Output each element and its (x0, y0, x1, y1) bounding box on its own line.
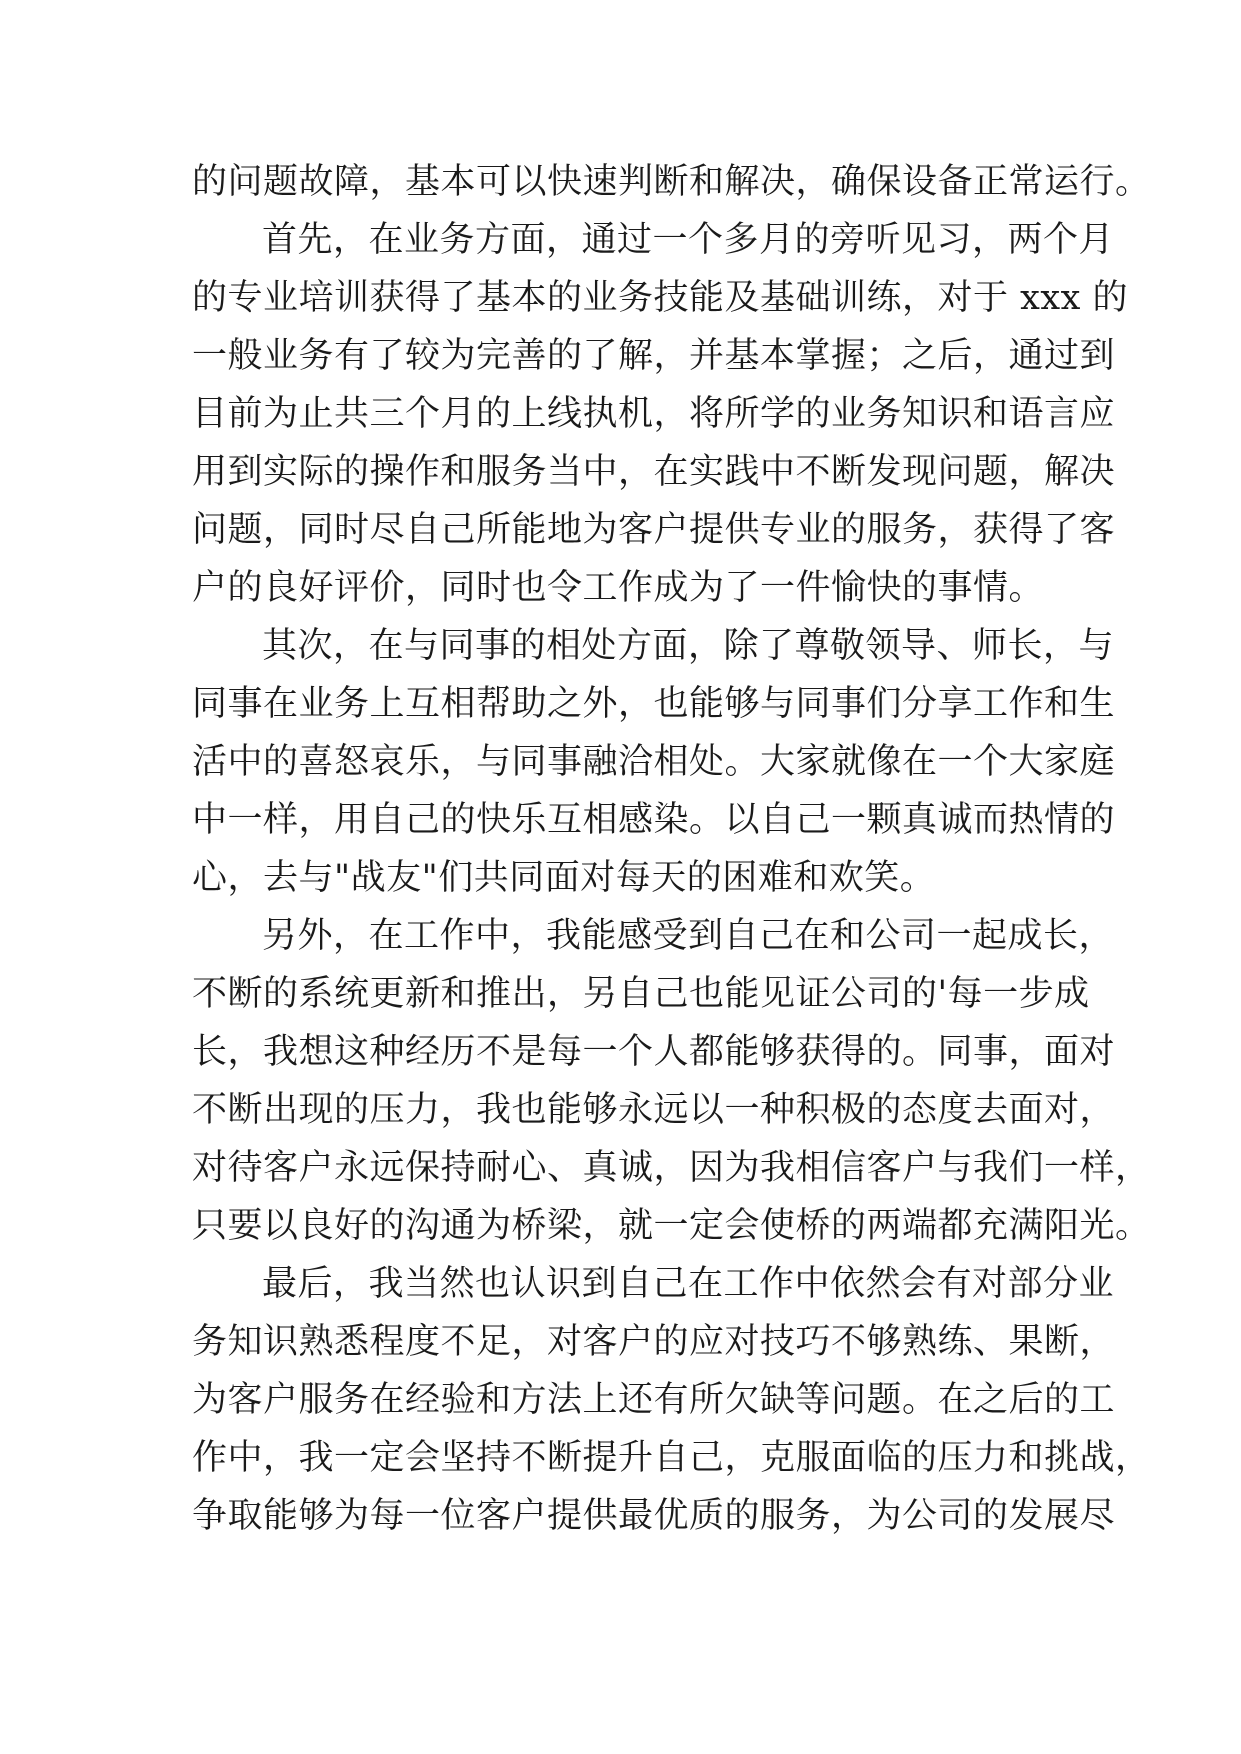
paragraph-first-line: 首先，在业务方面，通过一个多月的旁听见习，两个月 (262, 220, 1115, 260)
text-line: 中一样，用自己的快乐互相感染。以自己一颗真诚而热情的 (192, 800, 1116, 840)
paragraph-first-line: 最后，我当然也认识到自己在工作中依然会有对部分业 (262, 1264, 1115, 1304)
text-line: 务知识熟悉程度不足，对客户的应对技巧不够熟练、果断， (192, 1322, 1116, 1362)
text-line: 同事在业务上互相帮助之外，也能够与同事们分享工作和生 (192, 684, 1116, 724)
text-line: 的问题故障，基本可以快速判断和解决，确保设备正常运行。 (192, 162, 1151, 202)
body-text (192, 153, 1151, 1545)
text-line: 为客户服务在经验和方法上还有所欠缺等问题。在之后的工 (192, 1380, 1116, 1420)
paragraph-first-line: 其次，在与同事的相处方面，除了尊敬领导、师长，与 (262, 626, 1115, 666)
text-line: 不断出现的压力，我也能够永远以一种积极的态度去面对， (192, 1090, 1116, 1130)
text-line: 长，我想这种经历不是每一个人都能够获得的。同事，面对 (192, 1032, 1116, 1072)
text-line: 不断的系统更新和推出，另自己也能见证公司的'每一步成 (192, 974, 1090, 1014)
text-line: 活中的喜怒哀乐，与同事融洽相处。大家就像在一个大家庭 (192, 742, 1116, 782)
text-line: 问题，同时尽自己所能地为客户提供专业的服务，获得了客 (192, 510, 1116, 550)
text-line: 对待客户永远保持耐心、真诚，因为我相信客户与我们一样， (192, 1148, 1151, 1188)
paragraph-first-line: 另外，在工作中，我能感受到自己在和公司一起成长， (262, 916, 1115, 956)
text-line: 户的良好评价，同时也令工作成为了一件愉快的事情。 (192, 568, 1045, 608)
text-line: 用到实际的操作和服务当中，在实践中不断发现问题，解决 (192, 452, 1116, 492)
text-line: 争取能够为每一位客户提供最优质的服务，为公司的发展尽 (192, 1496, 1116, 1536)
text-line: 只要以良好的沟通为桥梁，就一定会使桥的两端都充满阳光。 (192, 1206, 1151, 1246)
text-line: 目前为止共三个月的上线执机，将所学的业务知识和语言应 (192, 394, 1116, 434)
text-line: 作中，我一定会坚持不断提升自己，克服面临的压力和挑战， (192, 1438, 1151, 1478)
text-line: 的专业培训获得了基本的业务技能及基础训练，对于 xxx 的 (192, 278, 1128, 318)
text-line: 心，去与"战友"们共同面对每天的困难和欢笑。 (192, 858, 936, 898)
text-line: 一般业务有了较为完善的了解，并基本掌握；之后，通过到 (192, 336, 1116, 376)
